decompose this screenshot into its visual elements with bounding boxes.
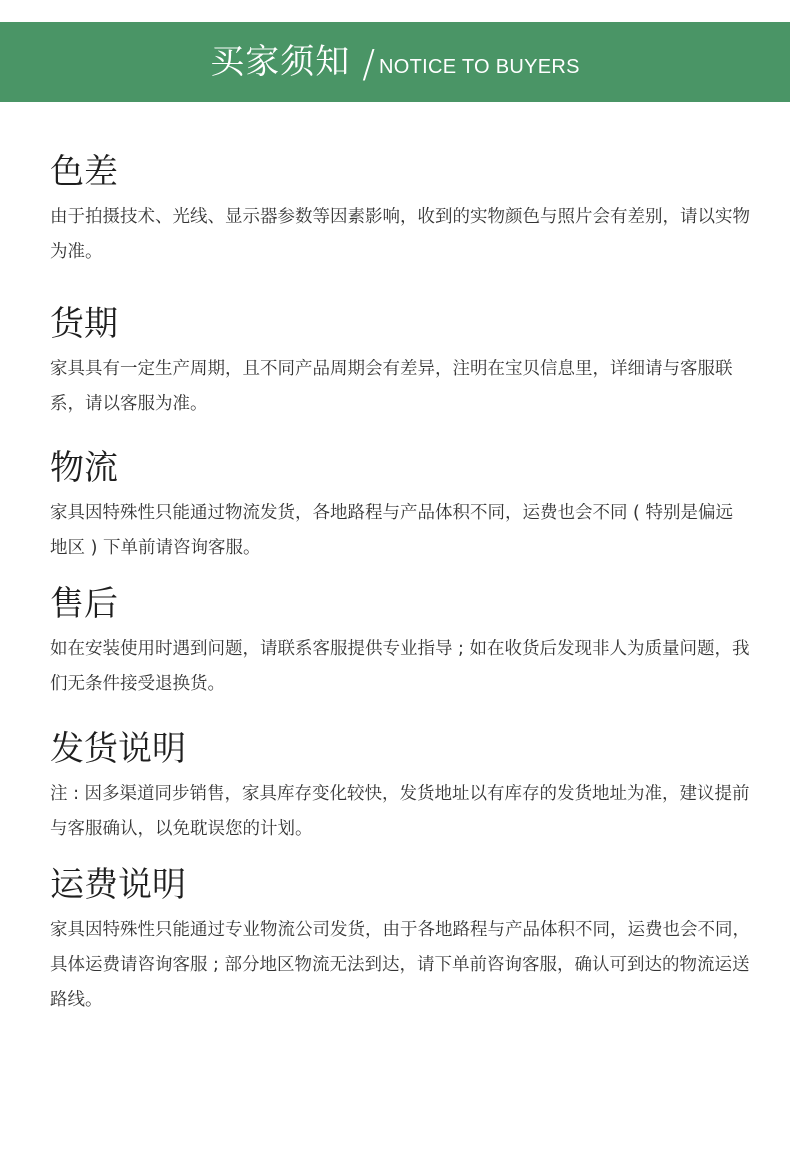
section-delivery-period — [50, 302, 750, 422]
section-color-difference — [50, 150, 750, 270]
section-logistics — [50, 446, 750, 566]
section-body-logistics: 家具因特殊性只能通过物流发货，各地路程与产品体积不同，运费也会不同 ( 特别是偏远地区 ) 下单前请咨询客服。 — [50, 503, 733, 558]
header-slash: / — [362, 42, 376, 86]
header-title-en: NOTICE TO BUYERS — [379, 56, 580, 78]
header-title-cn: 买家须知 — [210, 42, 351, 82]
section-body-shipping-notes: 注 : 因多渠道同步销售，家具库存变化较快，发货地址以有库存的发货地址为准，建议提前与客服确认，以免耽误您的计划。 — [50, 784, 750, 839]
section-title-shipping-notes: 发货说明 — [50, 729, 186, 769]
section-title-logistics: 物流 — [50, 448, 118, 488]
section-title-color-difference: 色差 — [50, 152, 118, 192]
section-after-sales — [50, 582, 750, 702]
section-shipping-notes — [50, 727, 750, 847]
section-body-freight-notes: 家具因特殊性只能通过专业物流公司发货，由于各地路程与产品体积不同，运费也会不同，具体运费请咨询客服 ; 部分地区物流无法到达，请下单前咨询客服，确认可到达的物流运送路线。 — [50, 920, 750, 1010]
section-body-after-sales: 如在安装使用时遇到问题，请联系客服提供专业指导 ; 如在收货后发现非人为质量问题，我们无条件接受退换货。 — [50, 639, 750, 694]
section-body-color-difference: 由于拍摄技术、光线、显示器参数等因素影响，收到的实物颜色与照片会有差别，请以实物为准。 — [50, 207, 750, 262]
section-body-delivery-period: 家具具有一定生产周期，且不同产品周期会有差异，注明在宝贝信息里，详细请与客服联系，请以客服为准。 — [50, 359, 733, 414]
section-freight-notes — [50, 863, 750, 1018]
section-title-delivery-period: 货期 — [50, 304, 118, 344]
notice-header-banner — [0, 22, 790, 102]
section-title-after-sales: 售后 — [50, 584, 118, 624]
section-title-freight-notes: 运费说明 — [50, 865, 186, 905]
